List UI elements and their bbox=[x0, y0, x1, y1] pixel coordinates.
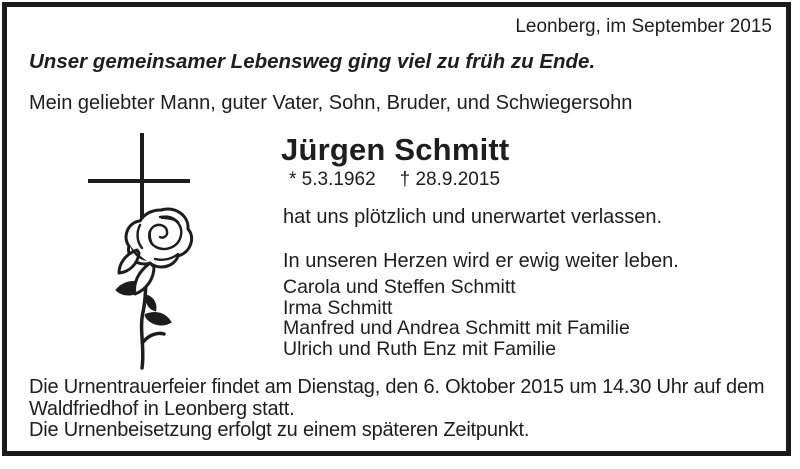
mourner-line: Manfred und Andrea Schmitt mit Familie bbox=[283, 317, 630, 339]
funeral-information bbox=[29, 377, 781, 442]
notice-sentence-1: hat uns plötzlich und unerwartet verlassen. bbox=[283, 206, 663, 228]
mourner-line: Carola und Steffen Schmitt bbox=[283, 276, 516, 298]
dateline: Leonberg, im September 2015 bbox=[515, 16, 772, 37]
life-dates bbox=[289, 169, 500, 191]
death-date: † 28.9.2015 bbox=[399, 169, 501, 190]
funeral-info-burial: Die Urnenbeisetzung erfolgt zu einem späteren Zeitpunkt. bbox=[29, 419, 530, 441]
relations-line: Mein geliebter Mann, guter Vater, Sohn, Bruder, und Schwiegersohn bbox=[29, 92, 633, 114]
cross-with-rose-icon bbox=[84, 130, 196, 372]
epigraph-line: Unser gemeinsamer Lebensweg ging viel zu früh zu Ende. bbox=[29, 50, 596, 73]
funeral-info-service: Die Urnentrauerfeier findet am Dienstag, den 6. Oktober 2015 um 14.30 Uhr auf dem Waldfriedhof in Leonberg statt. bbox=[29, 376, 765, 420]
mourners-list bbox=[283, 277, 630, 359]
mourner-line: Irma Schmitt bbox=[283, 296, 393, 319]
notice-sentence-2: In unseren Herzen wird er ewig weiter leben. bbox=[283, 250, 679, 272]
deceased-name: Jürgen Schmitt bbox=[281, 132, 510, 167]
birth-date: * 5.3.1962 bbox=[289, 169, 376, 190]
mourner-line: Ulrich und Ruth Enz mit Familie bbox=[283, 337, 557, 360]
